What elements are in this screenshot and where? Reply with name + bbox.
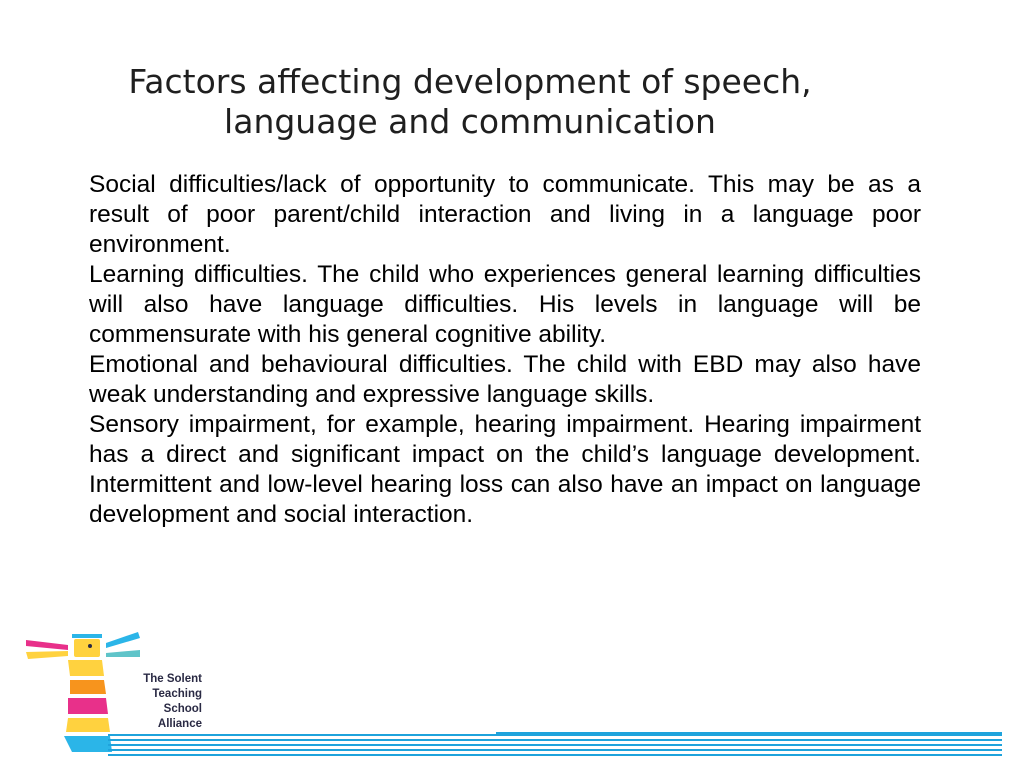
- logo-text-line-2: Teaching: [152, 688, 202, 700]
- title-line-2: language and communication: [224, 101, 716, 141]
- logo-text-line-1: The Solent: [143, 673, 202, 685]
- logo-text-line-3: School: [163, 703, 202, 715]
- slide-title: [60, 62, 880, 141]
- footer-stripes: [108, 732, 1002, 760]
- paragraph-learning-difficulties: Learning difficulties. The child who experiences general learning difficulties will also have language difficulties. His levels in language will be commensurate with his general cognitive ability.: [89, 261, 921, 348]
- paragraph-social-difficulties: Social difficulties/lack of opportunity to communicate. This may be as a result of poor parent/child interaction and living in a language poor environment.: [89, 171, 921, 258]
- slide-body: [89, 170, 921, 530]
- paragraph-emotional-difficulties: Emotional and behavioural difficulties. The child with EBD may also have weak understanding and expressive language skills.: [89, 351, 921, 408]
- title-line-1: Factors affecting development of speech,: [128, 62, 812, 101]
- paragraph-sensory-impairment: Sensory impairment, for example, hearing impairment. Hearing impairment has a direct and significant impact on the child’s language development. Intermittent and low-level hearing loss can also have an impact on language development and social interaction.: [89, 411, 921, 528]
- logo-wordmark: [128, 672, 202, 732]
- logo-text-line-4: Alliance: [157, 718, 202, 730]
